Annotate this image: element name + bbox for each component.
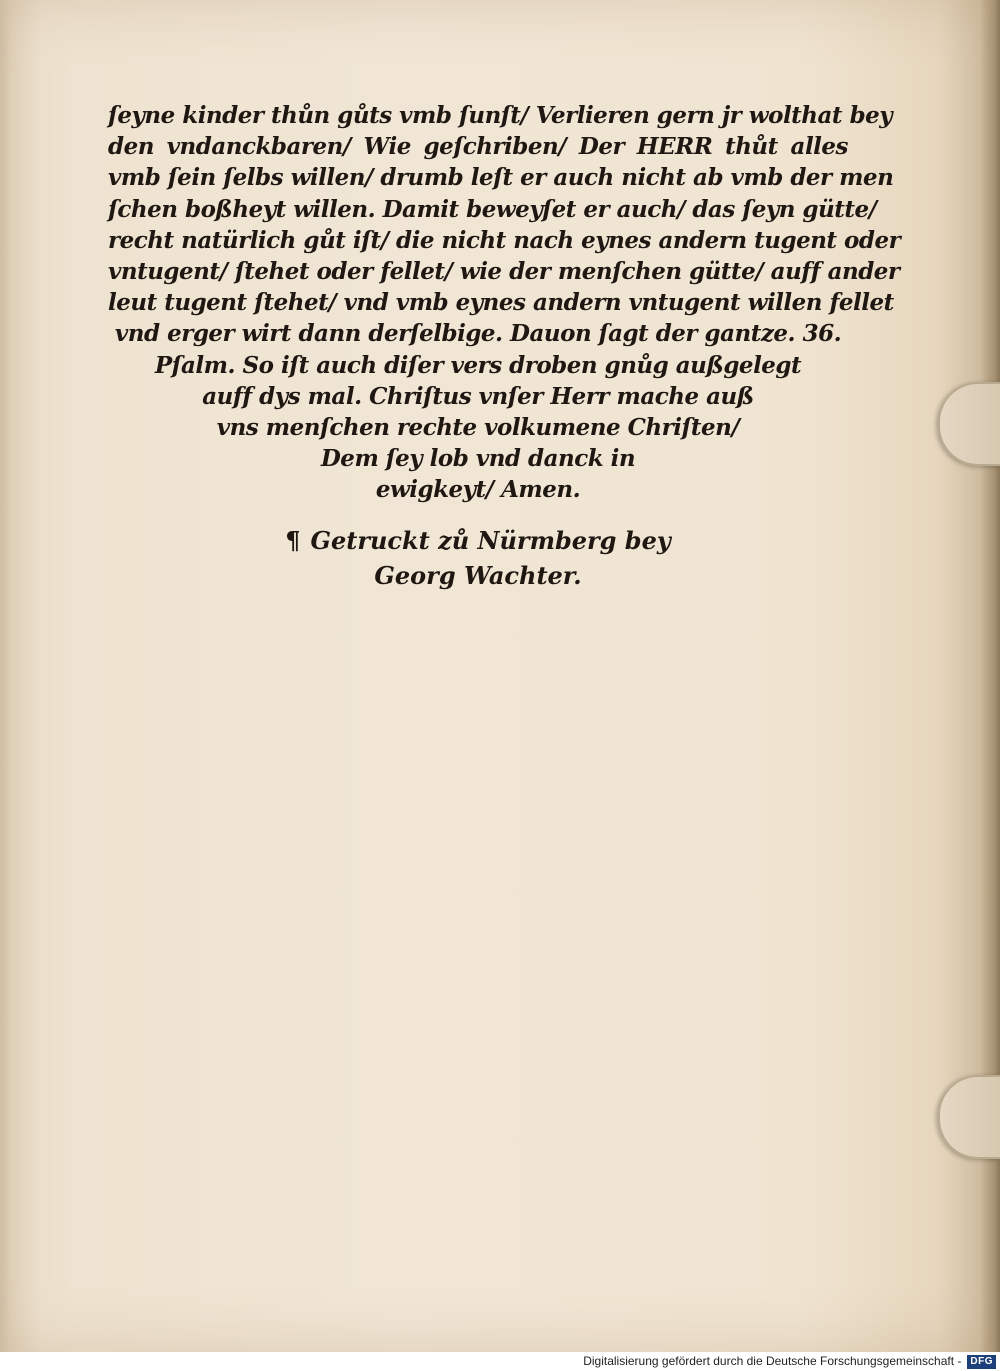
colophon	[108, 523, 848, 593]
footer-credit: Digitalisierung gefördert durch die Deutsche Forschungsgemeinschaft -	[583, 1354, 962, 1368]
text-line-3: vmb ſein ſelbs willen/ drumb leſt er auch nicht ab vmb der men	[108, 164, 894, 192]
text-line-1: ſeyne kinder thůn gůts vmb ſunſt/ Verlieren gern jr wolthat bey	[108, 102, 893, 129]
page-clip-lower	[938, 1075, 1000, 1159]
text-line-6: vntugent/ ſtehet oder fellet/ wie der menſchen gütte/ auff ander	[108, 257, 900, 285]
text-line-13: ewigkeyt/ Amen.	[375, 476, 581, 504]
page-clip-upper	[938, 382, 1000, 466]
text-line-11: vns menſchen rechte volkumene Chriſten/	[216, 413, 740, 441]
text-line-2: den vndanckbaren/ Wie geſchriben/ Der HERR thůt alles	[108, 133, 848, 161]
text-line-5: recht natürlich gůt iſt/ die nicht nach eynes andern tugent oder	[108, 226, 901, 254]
digitization-footer	[0, 1352, 1000, 1371]
dfg-logo: DFG	[967, 1355, 996, 1369]
text-line-9: Pſalm. So iſt auch diſer vers droben gnůg außgelegt	[154, 351, 802, 379]
text-line-7: leut tugent ſtehet/ vnd vmb eynes andern vntugent willen fellet	[108, 289, 894, 317]
colophon-printer-text: Getruckt zů Nürmberg bey	[310, 526, 671, 555]
text-line-12: Dem ſey lob vnd danck in	[320, 445, 636, 473]
text-line-8: vnd erger wirt dann derſelbige. Dauon ſagt der gantze. 36.	[114, 320, 842, 348]
gutter-shadow	[0, 0, 10, 1352]
text-line-4: ſchen boßheyt willen. Damit beweyſet er auch/ das ſeyn gütte/	[108, 195, 877, 223]
colophon-line-1	[108, 523, 848, 558]
colophon-line-2: Georg Wachter.	[374, 561, 582, 590]
text-line-10: auff dys mal. Chriſtus vnſer Herr mache auß	[202, 382, 754, 410]
body-text	[108, 100, 901, 505]
pilcrow-mark: ¶	[285, 526, 301, 555]
